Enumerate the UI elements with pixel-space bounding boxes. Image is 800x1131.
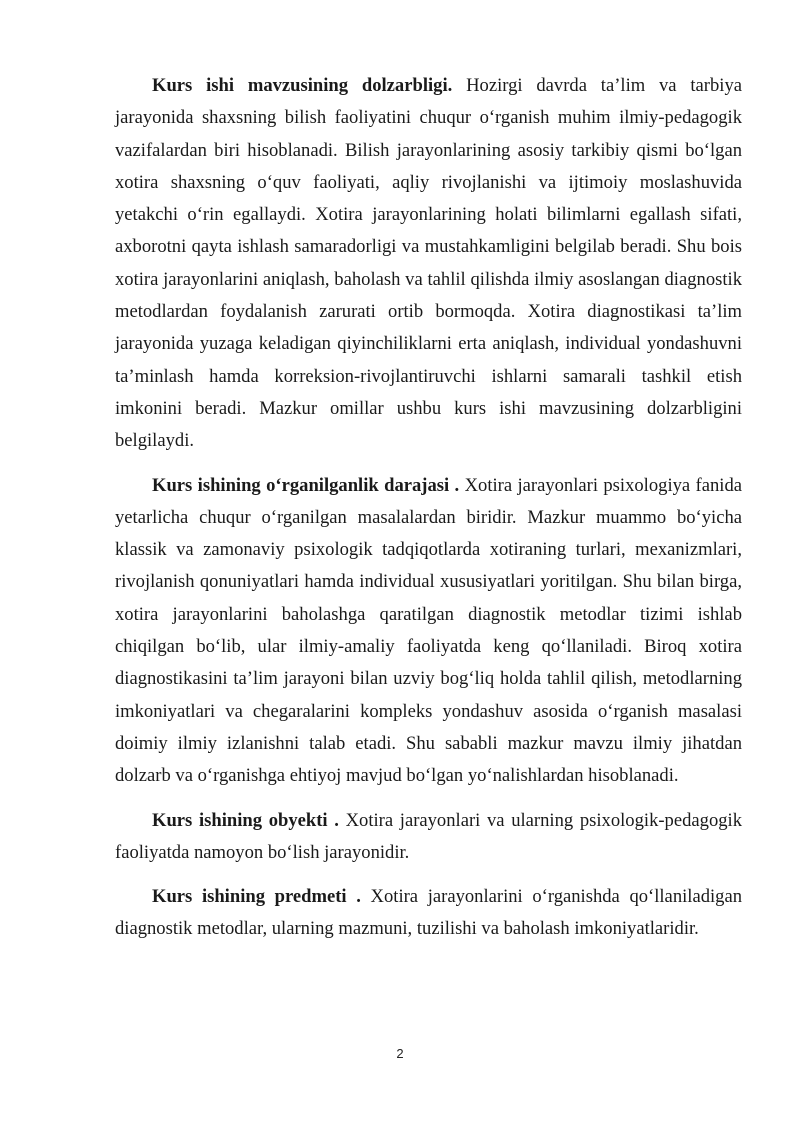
paragraph-heading-study-level: Kurs ishining o‘rganilganlik darajasi .	[152, 474, 460, 496]
paragraph-relevance	[115, 70, 742, 458]
paragraph-text-object: Xotira jarayonlari va ularning psixologik-pedagogik faoliyatda namoyon bo‘lish jarayonidir.	[115, 809, 743, 863]
paragraph-text-subject: Xotira jarayonlarini o‘rganishda qo‘llaniladigan diagnostik metodlar, ularning mazmuni, tuzilishi va baholash imkoniyatlaridir.	[115, 886, 743, 940]
paragraph-heading-object: Kurs ishining obyekti .	[152, 809, 339, 831]
paragraph-heading-relevance: Kurs ishi mavzusining dolzarbligi.	[152, 75, 453, 96]
page-number: 2	[396, 1046, 404, 1061]
paragraph-heading-subject: Kurs ishining predmeti .	[152, 886, 361, 908]
page-body	[115, 70, 742, 946]
paragraph-object	[115, 805, 742, 870]
paragraph-subject	[115, 881, 742, 946]
paragraph-text-relevance: Hozirgi davrda ta’lim va tarbiya jarayonida shaxsning bilish faoliyatini chuqur o‘rganish muhim ilmiy-pedagogik vazifalardan biri hisoblanadi. Bilish jarayonlarining asosiy tarkibiy qismi bo‘lgan xotira shaxsning o‘quv faoliyati, aqliy rivojlanishi va ijtimoiy moslashuvida yetakchi o‘rin egallaydi. Xotira jarayonlarining holati bilimlarni egallash sifati, axborotni qayta ishlash samaradorligi va mustahkamligini belgilab beradi. Shu bois xotira jarayonlarini aniqlash, baholash va tahlil qilishda ilmiy asoslangan diagnostik metodlardan foydalanish zarurati ortib bormoqda. Xotira diagnostikasi ta’lim jarayonida yuzaga keladigan qiyinchiliklarni erta aniqlash, individual yondashuvni ta’minlash hamda korreksion-rivojlantiruvchi ishlarni samarali tashkil etish imkonini beradi. Mazkur omillar ushbu kurs ishi mavzusining dolzarbligini belgilaydi.	[115, 75, 743, 452]
paragraph-study-level	[115, 470, 742, 793]
paragraph-text-study-level: Xotira jarayonlari psixologiya fanida yetarlicha chuqur o‘rganilgan masalalardan biridir. Mazkur muammo bo‘yicha klassik va zamonaviy psixologik tadqiqotlarda xotiraning turlari, mexanizmlari, rivojlanish qonuniyatlari hamda individual xususiyatlari yoritilgan. Shu bilan birga, xotira jarayonlarini baholashga qaratilgan diagnostik metodlar tizimi ishlab chiqilgan bo‘lib, ular ilmiy-amaliy faoliyatda keng qo‘llaniladi. Biroq xotira diagnostikasini ta’lim jarayoni bilan uzviy bog‘liq holda tahlil qilish, metodlarning imkoniyatlari va chegaralarini kompleks yondashuv asosida o‘rganish masalasi doimiy ilmiy izlanishni talab etadi. Shu sababli mazkur mavzu ilmiy jihatdan dolzarb va o‘rganishga ehtiyoj mavjud bo‘lgan yo‘nalishlardan hisoblanadi.	[115, 474, 742, 787]
